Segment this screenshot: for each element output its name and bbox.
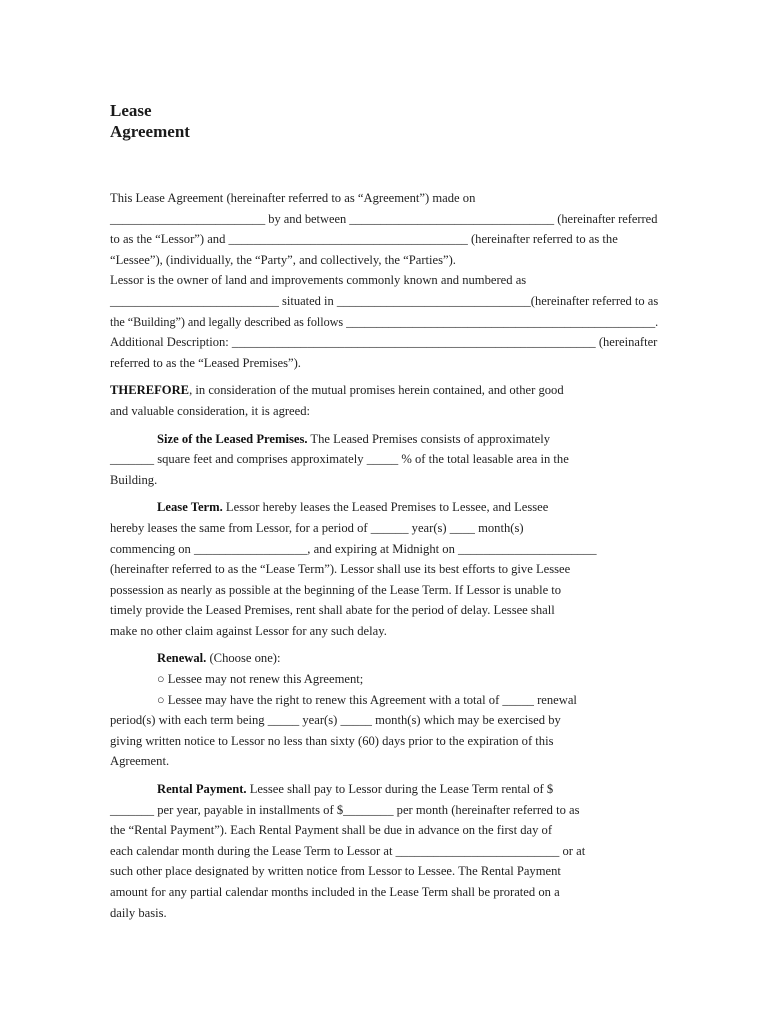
intro-line: _________________________ by and between _________________________________ (hereinafter referred [110, 211, 658, 226]
rental-payment-line: each calendar month during the Lease Term to Lessor at __________________________ or at [110, 843, 586, 858]
renewal-line: period(s) with each term being _____ year(s) _____ month(s) which may be exercised by [110, 713, 561, 728]
therefore-bold: THEREFORE [110, 383, 190, 398]
therefore-paragraph [110, 380, 658, 421]
rental-payment-line: the “Rental Payment”). Each Rental Payment shall be due in advance on the first day of [110, 823, 553, 838]
renewal-line: (Choose one): [206, 651, 281, 666]
therefore-line: , in consideration of the mutual promises herein contained, and other good [189, 383, 564, 398]
rental-payment-line: such other place designated by written notice from Lessor to Lessee. The Rental Payment [110, 864, 561, 879]
intro-line: the “Building”) and legally described as follows ___________________________________________________. [110, 314, 659, 329]
title-line-2: Agreement [110, 122, 190, 141]
intro-line: Lessor is the owner of land and improvements commonly known and numbered as [110, 273, 527, 288]
lease-term-line: make no other claim against Lessor for any such delay. [110, 623, 387, 638]
renewal-heading: Renewal. [157, 651, 207, 666]
renewal-option-2: ○ Lessee may have the right to renew this Agreement with a total of _____ renewal [157, 692, 577, 707]
therefore-line: and valuable consideration, it is agreed: [110, 403, 311, 418]
lease-term-line: (hereinafter referred to as the “Lease Term”). Lessor shall use its best efforts to give Lessee [110, 562, 571, 577]
renewal-option-1: ○ Lessee may not renew this Agreement; [157, 672, 364, 687]
document-title [110, 100, 190, 142]
title-line-1: Lease [110, 101, 152, 120]
lease-term-heading: Lease Term. [157, 500, 223, 515]
renewal-section [110, 648, 658, 772]
lease-term-line: hereby leases the same from Lessor, for a period of ______ year(s) ____ month(s) [110, 520, 524, 535]
lease-term-line: timely provide the Leased Premises, rent shall abate for the period of delay. Lessee shall [110, 603, 555, 618]
lease-term-section [110, 497, 658, 641]
rental-payment-line: _______ per year, payable in installments of $________ per month (hereinafter referred to as [110, 802, 580, 817]
intro-line: to as the “Lessor”) and ______________________________________ (hereinafter referred to as the [110, 232, 618, 247]
renewal-line: Agreement. [110, 754, 170, 769]
size-line: Building. [110, 472, 158, 487]
intro-paragraph [110, 188, 658, 373]
intro-line: Additional Description: __________________________________________________________ (hereinafter [110, 335, 658, 350]
size-section [110, 429, 658, 491]
intro-line: “Lessee”), (individually, the “Party”, and collectively, the “Parties”). [110, 252, 456, 267]
rental-payment-line: Lessee shall pay to Lessor during the Lease Term rental of $ [246, 782, 554, 797]
lease-term-line: Lessor hereby leases the Leased Premises to Lessee, and Lessee [222, 500, 549, 515]
lease-term-line: commencing on __________________, and expiring at Midnight on ______________________ [110, 541, 597, 556]
rental-payment-section [110, 779, 658, 923]
lease-term-line: possession as nearly as possible at the beginning of the Lease Term. If Lessor is unable to [110, 582, 562, 597]
renewal-line: giving written notice to Lessor no less than sixty (60) days prior to the expiration of this [110, 733, 554, 748]
intro-line: ___________________________ situated in _______________________________(hereinafter referred to as [110, 293, 659, 308]
rental-payment-line: daily basis. [110, 905, 167, 920]
intro-line: referred to as the “Leased Premises”). [110, 355, 301, 370]
intro-line: This Lease Agreement (hereinafter referred to as “Agreement”) made on [110, 191, 476, 205]
rental-payment-line: amount for any partial calendar months included in the Lease Term shall be prorated on a [110, 885, 560, 899]
size-line: The Leased Premises consists of approximately [307, 431, 551, 446]
size-line: _______ square feet and comprises approximately _____ % of the total leasable area in the [110, 452, 569, 467]
document-body [110, 188, 658, 923]
rental-payment-heading: Rental Payment. [157, 782, 247, 797]
size-heading: Size of the Leased Premises. [157, 431, 308, 446]
